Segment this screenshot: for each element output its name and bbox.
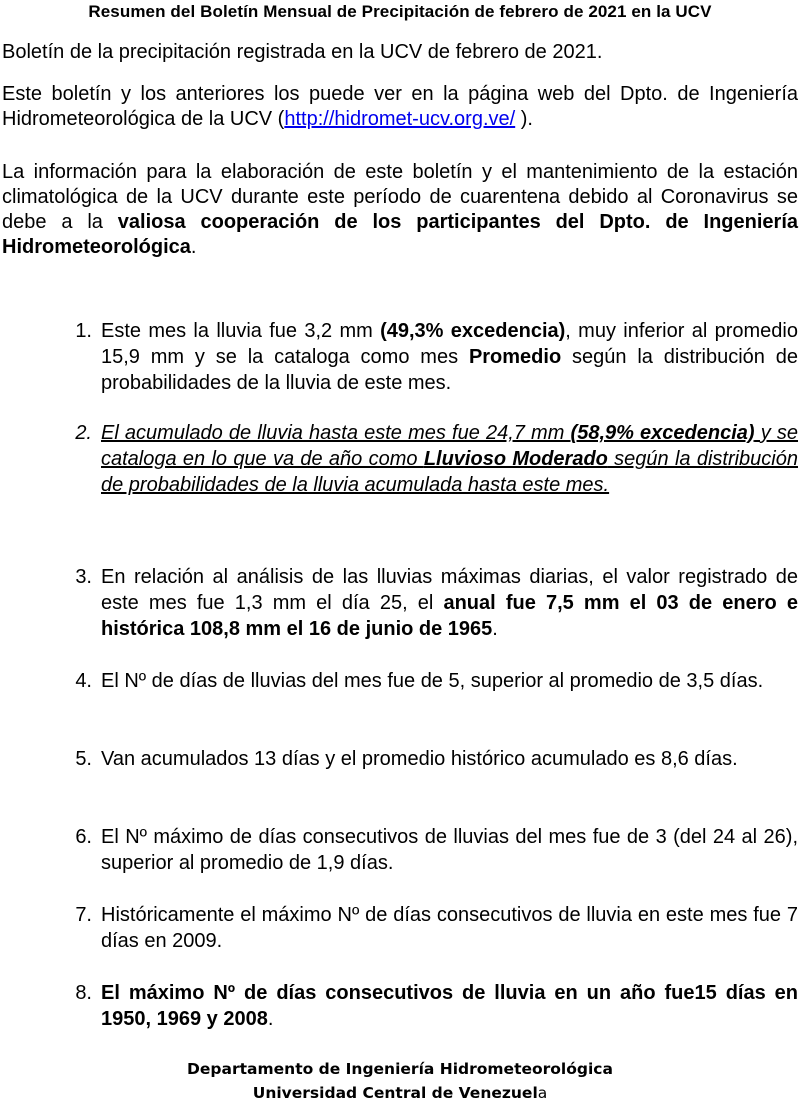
list-text: El máximo Nº de días consecutivos de lluvia en un año fue15 días en 1950, 1969 y 2008. xyxy=(101,982,798,1030)
list-number: 4. xyxy=(75,670,92,692)
intro-paragraph-2 xyxy=(2,82,798,132)
list-number: 1. xyxy=(75,320,92,342)
list-number: 7. xyxy=(75,904,92,926)
list-text: Históricamente el máximo Nº de días consecutivos de lluvia en este mes fue 7 días en 2009. xyxy=(101,904,798,952)
list-text: Este mes la lluvia fue 3,2 mm (49,3% excedencia), muy inferior al promedio 15,9 mm y se la cataloga como mes Promedio según la distribución de probabilidades de la lluvia de este mes. xyxy=(101,320,798,394)
list-number: 5. xyxy=(75,748,92,770)
intro-paragraph-3 xyxy=(2,160,798,260)
footer-department: Departamento de Ingeniería Hidrometeorológica xyxy=(187,1060,613,1078)
intro-text-after-link: ). xyxy=(515,108,533,130)
intro-text: La información para la elaboración de este boletín y el mantenimiento de la estación climatológica de la UCV durante este período de cuarentena debido al Coronavirus se debe a la xyxy=(2,161,798,233)
cooperation-highlight: valiosa cooperación de los participantes del Dpto. de Ingeniería Hidrometeorológica xyxy=(2,211,798,258)
list-text: En relación al análisis de las lluvias máximas diarias, el valor registrado de este mes fue 1,3 mm el día 25, el anual fue 7,5 mm el 03 de enero e histórica 108,8 mm el 16 de junio de 1965. xyxy=(101,566,798,640)
list-text: El Nº de días de lluvias del mes fue de 5, superior al promedio de 3,5 días. xyxy=(101,670,764,692)
list-number: 6. xyxy=(75,826,92,848)
intro-paragraph-1 xyxy=(2,40,798,65)
website-link[interactable]: http://hidromet-ucv.org.ve/ xyxy=(284,108,516,130)
list-text: El acumulado de lluvia hasta este mes fue 24,7 mm (58,9% excedencia) y se cataloga en lo que va de año como Lluvioso Moderado según la distribución de probabilidades de la lluvia acumulada hasta este mes. xyxy=(101,422,799,496)
bulletin-title: Resumen del Boletín Mensual de Precipitación de febrero de 2021 en la UCV xyxy=(88,2,712,21)
intro-text: . xyxy=(190,236,197,258)
intro-text: Boletín de la precipitación registrada en la UCV de febrero de 2021. xyxy=(2,41,603,63)
intro-text-before-link: Este boletín y los anteriores los puede ver en la página web del Dpto. de Ingeniería Hidrometeorológica de la UCV ( xyxy=(2,83,798,130)
list-text: Van acumulados 13 días y el promedio histórico acumulado es 8,6 días. xyxy=(101,748,738,770)
list-text: El Nº máximo de días consecutivos de lluvias del mes fue de 3 (del 24 al 26), superior al promedio de 1,9 días. xyxy=(101,826,798,874)
list-number: 2. xyxy=(75,422,92,444)
list-number: 3. xyxy=(75,566,92,588)
footer-university: Universidad Central de Venezuela xyxy=(252,1084,548,1102)
list-number: 8. xyxy=(75,982,92,1004)
